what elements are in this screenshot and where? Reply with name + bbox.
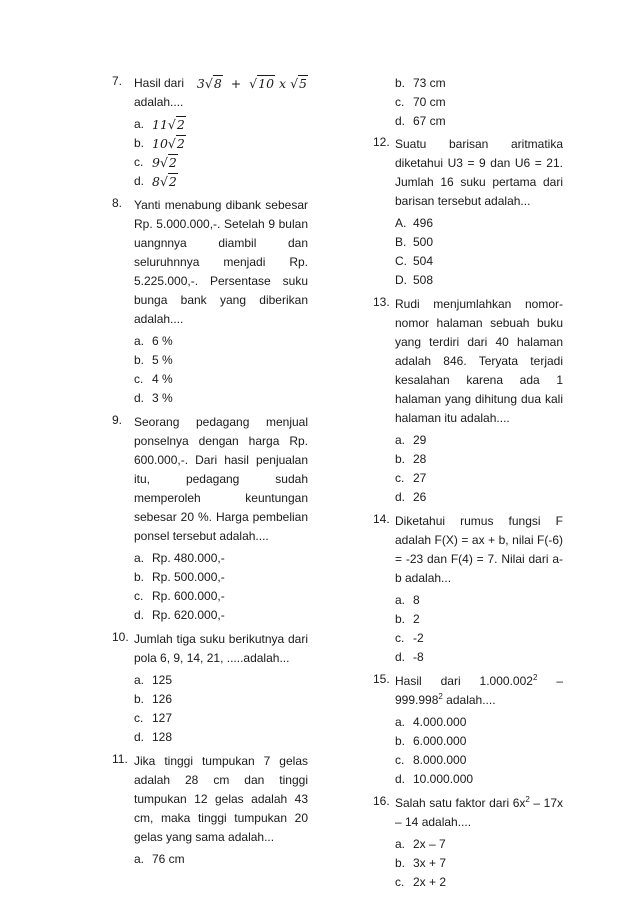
question-text-part: Hasil dari 1.000.002 xyxy=(395,674,533,688)
option-letter: a. xyxy=(395,837,406,851)
option-text: 3 % xyxy=(152,391,173,405)
option-a xyxy=(395,431,563,450)
option-letter: d. xyxy=(395,114,406,128)
plus-sign: + xyxy=(230,76,242,91)
question-text: Rudi menjumlahkan nomor-nomor halaman sebuah buku yang terdiri dari 40 halaman adalah 846. Teryata terjadi kesalahan karena ada 1 halaman yang dihitung dua kali halaman itu adalah.... xyxy=(395,297,563,425)
option-text: 6 % xyxy=(152,334,173,348)
radicand: 10 xyxy=(258,76,275,91)
question-text: Yanti menabung dibank sebesar Rp. 5.000.000,-. Setelah 9 bulan uangnnya diambil dan seluruhnnya menjadi Rp. 5.225.000,-. Persentase suku bunga bank yang diberikan adalah.... xyxy=(134,198,308,326)
option-text: Rp. 500.000,- xyxy=(152,570,225,584)
options xyxy=(395,832,563,896)
option-letter: c. xyxy=(395,631,405,645)
options xyxy=(134,847,308,873)
option-letter: d. xyxy=(134,174,145,188)
option-letter: d. xyxy=(395,650,406,664)
option-letter: d. xyxy=(134,608,145,622)
option-letter: b. xyxy=(395,734,406,748)
continued-options-question-11 xyxy=(395,74,563,135)
exponent: 2 xyxy=(525,795,530,804)
option-letter: a. xyxy=(134,334,145,348)
option-text: 4 % xyxy=(152,372,173,386)
option-text: 29 xyxy=(413,433,427,447)
option-letter: d. xyxy=(395,772,406,786)
option-letter: a. xyxy=(134,852,145,866)
option-text: 70 cm xyxy=(413,95,446,109)
option-c xyxy=(134,709,308,728)
options xyxy=(395,428,563,511)
option-c xyxy=(395,873,563,892)
option-text: 67 cm xyxy=(413,114,446,128)
coefficient: 3 xyxy=(196,76,205,91)
question-15 xyxy=(373,672,563,793)
option-d xyxy=(395,488,563,507)
option-text: 500 xyxy=(413,235,434,249)
question-12 xyxy=(373,135,563,294)
option-b xyxy=(395,450,563,469)
option-text: -2 xyxy=(413,631,424,645)
option-c xyxy=(395,751,563,770)
question-number: 15. xyxy=(373,672,390,686)
option-c xyxy=(395,629,563,648)
question-text-suffix: adalah.... xyxy=(134,95,184,109)
option-letter: a. xyxy=(134,551,145,565)
question-number: 9. xyxy=(112,413,123,427)
option-text: 28 xyxy=(413,452,427,466)
question-text-part: – 999.998 xyxy=(395,674,563,707)
option-c xyxy=(395,469,563,488)
option-text: 8 xyxy=(413,593,420,607)
option-text: 2x + 2 xyxy=(413,875,447,889)
option-d xyxy=(395,648,563,667)
option-text: 125 xyxy=(152,673,173,687)
question-text: Jumlah tiga suku berikutnya dari pola 6, 9, 14, 21, .....adalah... xyxy=(134,632,308,665)
math-expression xyxy=(197,74,308,93)
options xyxy=(395,588,563,671)
question-16 xyxy=(373,794,563,896)
option-a xyxy=(395,713,563,732)
coefficient: 10 xyxy=(152,136,168,151)
option-a xyxy=(134,850,308,869)
option-text: 26 xyxy=(413,490,427,504)
option-text: 496 xyxy=(413,216,434,230)
coefficient: 9 xyxy=(152,155,160,170)
option-a xyxy=(134,115,308,134)
options xyxy=(395,211,563,294)
question-number: 12. xyxy=(373,135,390,149)
question-text: Jika tinggi tumpukan 7 gelas adalah 28 cm dan tinggi tumpukan 12 gelas adalah 43 cm, maka tinggi tumpukan 20 gelas yang sama adalah... xyxy=(134,754,308,844)
question-7 xyxy=(112,74,308,195)
option-letter: c. xyxy=(395,875,405,889)
option-letter: a. xyxy=(395,433,406,447)
option-b xyxy=(134,690,308,709)
question-text: Diketahui rumus fungsi F adalah F(X) = ax + b, nilai F(-6) = -23 dan F(4) = 7. Nilai dari a-b adalah... xyxy=(395,514,563,585)
option-text: 504 xyxy=(413,254,434,268)
option-letter: b. xyxy=(395,76,406,90)
radicand: 2 xyxy=(168,174,177,189)
option-letter: c. xyxy=(134,589,144,603)
option-text: Rp. 480.000,- xyxy=(152,551,225,565)
option-letter: d. xyxy=(134,391,145,405)
coefficient: 8 xyxy=(152,174,160,189)
option-letter: d. xyxy=(134,730,145,744)
options xyxy=(134,668,308,751)
option-b xyxy=(134,568,308,587)
option-d xyxy=(134,606,308,625)
option-text: 4.000.000 xyxy=(413,715,467,729)
question-text xyxy=(395,794,563,832)
option-letter: d. xyxy=(395,490,406,504)
option-text: 126 xyxy=(152,692,173,706)
option-letter: C. xyxy=(395,254,407,268)
option-b xyxy=(134,351,308,370)
option-b xyxy=(395,233,563,252)
option-text: 6.000.000 xyxy=(413,734,467,748)
question-13 xyxy=(373,295,563,511)
question-14 xyxy=(373,512,563,671)
question-number: 11. xyxy=(112,752,128,766)
radicand: 2 xyxy=(168,155,177,170)
question-number: 13. xyxy=(373,295,390,309)
option-letter: b. xyxy=(395,856,406,870)
option-text: 73 cm xyxy=(413,76,446,90)
right-column xyxy=(373,74,563,897)
question-number: 14. xyxy=(373,512,390,526)
options xyxy=(134,112,308,195)
option-d xyxy=(134,389,308,408)
option-letter: c. xyxy=(134,155,144,169)
sqrt-symbol-icon: √ xyxy=(204,76,213,91)
option-d xyxy=(395,112,563,131)
exponent: 2 xyxy=(532,673,538,682)
option-letter: b. xyxy=(134,353,145,367)
option-b xyxy=(395,610,563,629)
radicand: 8 xyxy=(213,76,222,91)
option-a xyxy=(134,549,308,568)
option-text: -8 xyxy=(413,650,424,664)
sqrt-symbol-icon: √ xyxy=(159,174,168,189)
sqrt-symbol-icon: √ xyxy=(159,155,168,170)
options xyxy=(395,710,563,793)
option-letter: A. xyxy=(395,216,407,230)
question-text-part: adalah.... xyxy=(442,693,496,707)
coefficient: 11 xyxy=(152,117,168,132)
option-b xyxy=(134,134,308,153)
question-text xyxy=(134,74,308,112)
sqrt-symbol-icon: √ xyxy=(167,136,176,151)
option-text: 3x + 7 xyxy=(413,856,447,870)
options xyxy=(134,546,308,629)
question-number: 7. xyxy=(112,74,123,88)
option-letter: a. xyxy=(134,117,145,131)
option-a xyxy=(134,671,308,690)
question-number: 16. xyxy=(373,794,390,808)
option-a xyxy=(395,835,563,854)
sqrt-symbol-icon: √ xyxy=(290,76,299,91)
question-number: 8. xyxy=(112,196,123,210)
option-text: 128 xyxy=(152,730,173,744)
option-letter: c. xyxy=(134,711,144,725)
option-d xyxy=(395,271,563,290)
exponent: 2 xyxy=(438,692,443,701)
radicand: 2 xyxy=(176,117,185,132)
option-b xyxy=(395,74,563,93)
option-text: 8.000.000 xyxy=(413,753,467,767)
option-d xyxy=(134,728,308,747)
option-a xyxy=(395,214,563,233)
option-a xyxy=(134,332,308,351)
option-letter: c. xyxy=(134,372,144,386)
question-text xyxy=(395,672,563,710)
option-b xyxy=(395,732,563,751)
option-a xyxy=(395,591,563,610)
question-text: Seorang pedagang menjual ponselnya dengan harga Rp. 600.000,-. Dari hasil penjualan itu, pedagang sudah memperoleh keuntungan sebesar 20 %. Harga pembelian ponsel tersebut adalah.... xyxy=(134,415,308,543)
option-letter: c. xyxy=(395,95,405,109)
option-text: 127 xyxy=(152,711,173,725)
question-8 xyxy=(112,196,308,412)
option-text: 508 xyxy=(413,273,434,287)
question-11 xyxy=(112,752,308,873)
option-b xyxy=(395,854,563,873)
option-letter: a. xyxy=(134,673,145,687)
option-letter: b. xyxy=(134,136,145,150)
option-text: Rp. 600.000,- xyxy=(152,589,225,603)
option-letter: b. xyxy=(134,570,145,584)
option-text: 27 xyxy=(413,471,427,485)
option-letter: B. xyxy=(395,235,407,249)
question-text-prefix: Hasil dari xyxy=(134,76,185,90)
option-c xyxy=(395,93,563,112)
option-c xyxy=(134,153,308,172)
options xyxy=(134,329,308,412)
radicand: 5 xyxy=(299,76,307,91)
option-d xyxy=(134,172,308,191)
option-text: 5 % xyxy=(152,353,173,367)
option-letter: b. xyxy=(395,612,406,626)
option-text: 10.000.000 xyxy=(413,772,474,786)
question-text: Suatu barisan aritmatika diketahui U3 = 9 dan U6 = 21. Jumlah 16 suku pertama dari barisan tersebut adalah... xyxy=(395,137,563,208)
option-d xyxy=(395,770,563,789)
question-text-part: – 17x – 14 adalah.... xyxy=(395,796,563,829)
option-letter: c. xyxy=(395,753,405,767)
option-text: Rp. 620.000,- xyxy=(152,608,225,622)
question-text-part: Salah satu faktor dari 6x xyxy=(395,796,526,810)
option-c xyxy=(395,252,563,271)
question-number: 10. xyxy=(112,630,129,644)
option-letter: D. xyxy=(395,273,407,287)
option-text: 2 xyxy=(413,612,420,626)
option-letter: b. xyxy=(395,452,406,466)
times-sign: x xyxy=(279,76,287,91)
option-c xyxy=(134,370,308,389)
sqrt-symbol-icon: √ xyxy=(167,117,176,132)
option-letter: a. xyxy=(395,593,406,607)
radicand: 2 xyxy=(176,136,185,151)
option-letter: b. xyxy=(134,692,145,706)
left-column xyxy=(112,74,308,874)
sqrt-symbol-icon: √ xyxy=(249,76,258,91)
option-letter: c. xyxy=(395,471,405,485)
question-10 xyxy=(112,630,308,751)
option-text: 76 cm xyxy=(152,852,185,866)
question-9 xyxy=(112,413,308,629)
option-c xyxy=(134,587,308,606)
option-text: 2x – 7 xyxy=(413,837,446,851)
option-letter: a. xyxy=(395,715,406,729)
